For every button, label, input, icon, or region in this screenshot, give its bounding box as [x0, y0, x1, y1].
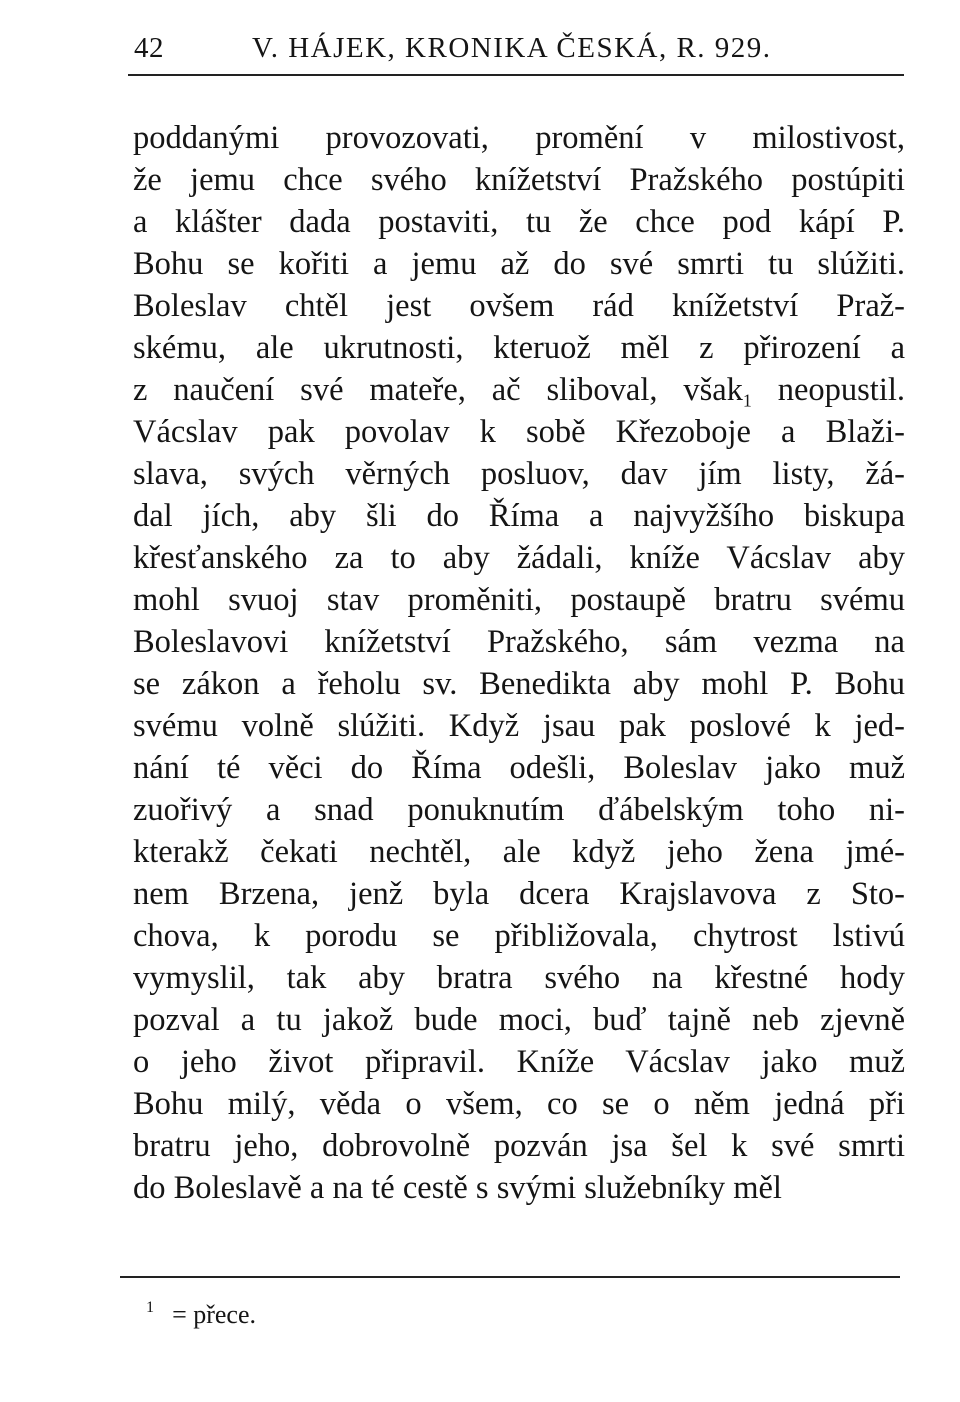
text-line: poddanými provozovati, promění v milostivost, [133, 120, 905, 156]
text-line: Bohu se kořiti a jemu až do své smrti tu slúžiti. [133, 246, 905, 282]
text-line: slava, svých věrných posluov, dav jím listy, žá- [133, 456, 905, 492]
text-line: Vácslav pak povolav k sobě Křezoboje a Blaži- [133, 414, 905, 450]
text-line: chova, k porodu se přibližovala, chytrost lstivú [133, 918, 905, 954]
text-line: Bohu milý, věda o všem, co se o něm jedná při [133, 1086, 905, 1122]
text-line: zuořivý a snad ponuknutím ďábelským toho ni- [133, 792, 905, 828]
footnote [146, 1300, 256, 1330]
running-head-title: V. HÁJEK, KRONIKA ČESKÁ, R. 929. [252, 32, 772, 64]
text-line-start: z naučení své mateře, ač sliboval, však [133, 372, 743, 408]
text-line: že jemu chce svého knížetství Pražského postúpiti [133, 162, 905, 198]
text-line: vymyslil, tak aby bratra svého na křestné hody [133, 960, 905, 996]
text-line: a klášter dada postaviti, tu že chce pod kápí P. [133, 204, 905, 240]
text-line: Boleslav chtěl jest ovšem rád knížetství Praž- [133, 288, 905, 324]
text-line: kterakž čekati nechtěl, ale když jeho žena jmé- [133, 834, 905, 870]
text-line: se zákon a řeholu sv. Benedikta aby mohl P. Bohu [133, 666, 905, 702]
text-line: křesťanského za to aby žádali, kníže Vácslav aby [133, 540, 905, 576]
footnote-marker: 1 [742, 390, 752, 411]
text-line: skému, ale ukrutnosti, kteruož měl z přirození a [133, 330, 905, 366]
text-line: do Boleslavě a na té cestě s svými služebníky měl [133, 1170, 782, 1206]
body-text [133, 117, 905, 1209]
running-header [128, 30, 904, 76]
text-line: nem Brzena, jenž byla dcera Krajslavova z Sto- [133, 876, 905, 912]
text-line: dal jích, aby šli do Říma a najvyžšího biskupa [133, 498, 905, 534]
footnote-text: = přece. [172, 1300, 257, 1329]
text-line: o jeho život připravil. Kníže Vácslav jako muž [133, 1044, 905, 1080]
text-line: svému volně slúžiti. Když jsau pak poslové k jed- [133, 708, 905, 744]
page-number: 42 [134, 32, 164, 64]
footnote-number: 1 [146, 1298, 155, 1316]
footnote-divider [120, 1276, 900, 1278]
text-line-with-footnote [133, 369, 905, 411]
text-line: nání té věci do Říma odešli, Boleslav jako muž [133, 750, 905, 786]
text-line: pozval a tu jakož bude moci, buď tajně neb zjevně [133, 1002, 905, 1038]
text-line: mohl svuoj stav proměniti, postaupě bratru svému [133, 582, 905, 618]
text-line: bratru jeho, dobrovolně pozván jsa šel k své smrti [133, 1128, 905, 1164]
text-line: Boleslavovi knížetství Pražského, sám vezma na [133, 624, 905, 660]
text-line-end: neopustil. [751, 372, 905, 408]
